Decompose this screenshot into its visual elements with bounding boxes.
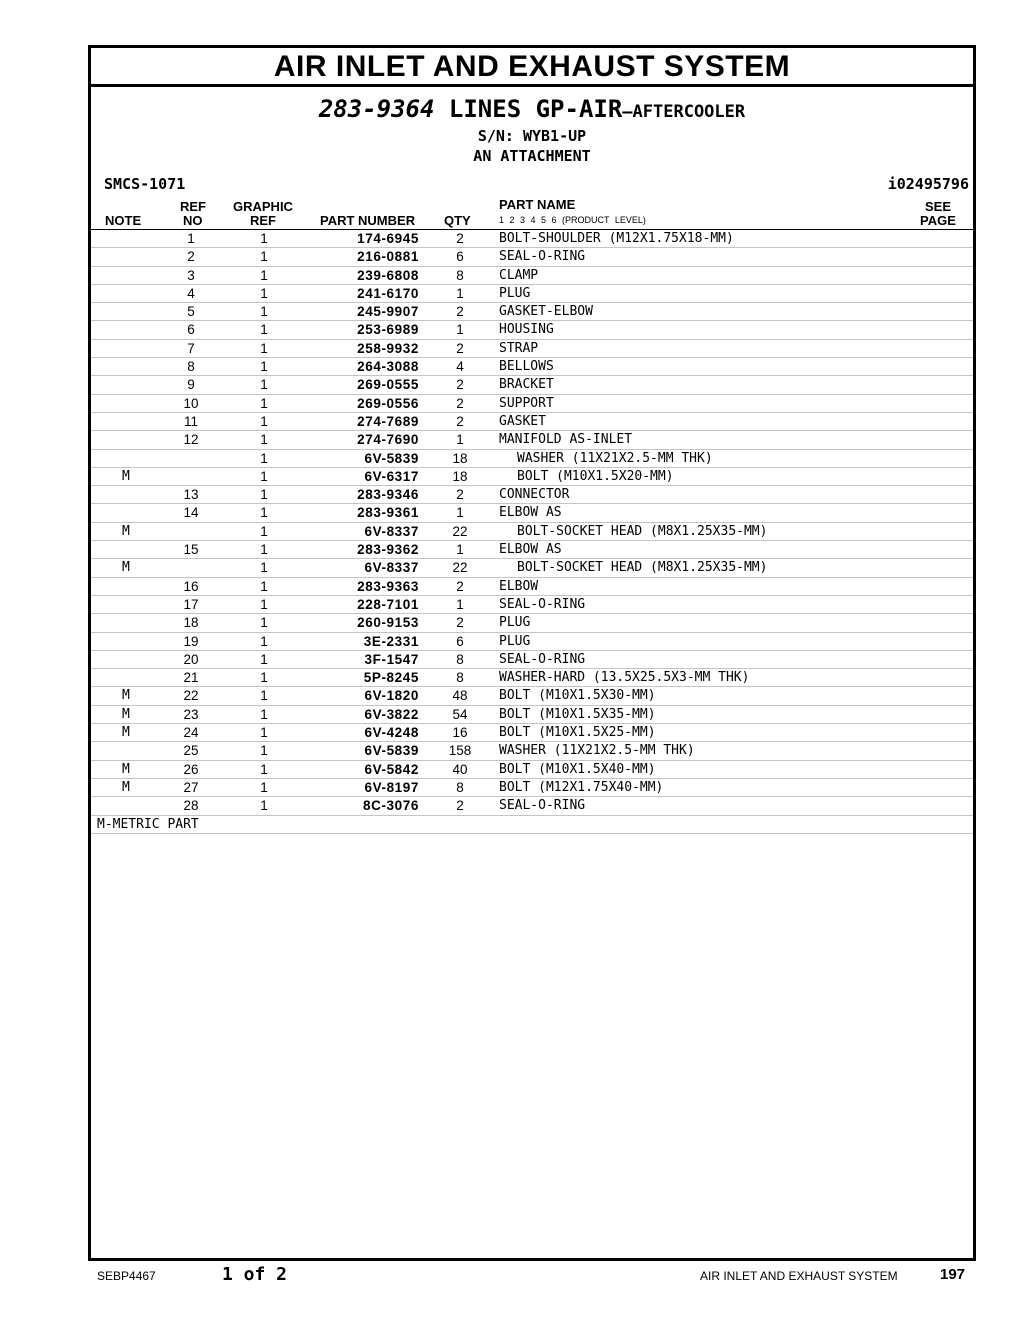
footer-section: AIR INLET AND EXHAUST SYSTEM (700, 1269, 898, 1283)
part-number-cell: 3F-1547 (364, 651, 419, 667)
smcs-code: SMCS-1071 (104, 175, 186, 193)
ref-no-cell: 12 (183, 432, 199, 448)
part-name-cell: BOLT (M10X1.5X40-MM) (499, 761, 656, 777)
qty-cell: 6 (456, 249, 464, 265)
ref-no-cell: 9 (187, 377, 195, 393)
group-number: 283-9364 (318, 95, 435, 123)
footer-page-number: 197 (940, 1266, 966, 1283)
graphic-ref-cell: 1 (260, 688, 268, 704)
qty-cell: 22 (452, 560, 468, 576)
table-row (91, 450, 973, 468)
part-number-cell: 5P-8245 (363, 670, 419, 686)
graphic-ref-cell: 1 (260, 523, 268, 539)
col-see-bottom: PAGE (920, 213, 956, 228)
graphic-ref-cell: 1 (260, 615, 268, 631)
graphic-ref-cell: 1 (260, 468, 268, 484)
qty-cell: 2 (456, 413, 464, 429)
ref-no-cell: 2 (187, 249, 195, 265)
graphic-ref-cell: 1 (260, 779, 268, 795)
col-graphic-top: GRAPHIC (233, 199, 293, 214)
table-row (91, 303, 973, 321)
part-number-cell: 260-9153 (357, 615, 419, 631)
table-row (91, 797, 973, 815)
table-row (91, 578, 973, 596)
note-cell: M (122, 706, 130, 722)
qty-cell: 16 (452, 725, 468, 741)
ref-no-cell: 11 (183, 413, 198, 429)
ref-no-cell: 6 (187, 322, 195, 338)
part-name-cell: SEAL-O-RING (499, 798, 586, 814)
part-number-cell: 264-3088 (357, 359, 419, 375)
table-row (91, 633, 973, 651)
part-number-cell: 283-9363 (357, 578, 419, 594)
graphic-ref-cell: 1 (260, 670, 268, 686)
ref-no-cell: 14 (183, 505, 199, 521)
col-product-levels: 1 2 3 4 5 6 (PRODUCT LEVEL) (499, 215, 646, 225)
qty-cell: 18 (452, 450, 468, 466)
footnote-row (91, 816, 973, 834)
graphic-ref-cell: 1 (260, 231, 268, 246)
qty-cell: 158 (448, 743, 472, 759)
qty-cell: 1 (456, 432, 464, 448)
graphic-ref-cell: 1 (260, 798, 268, 814)
graphic-ref-cell: 1 (260, 285, 268, 301)
table-row (91, 779, 973, 797)
table-row (91, 706, 973, 724)
part-name-cell: PLUG (499, 615, 531, 631)
part-number-cell: 6V-5839 (364, 743, 419, 759)
part-number-cell: 6V-4248 (364, 725, 419, 741)
ref-no-cell: 4 (187, 285, 195, 301)
part-name-cell: CONNECTOR (499, 487, 570, 503)
ref-no-cell: 16 (183, 578, 199, 594)
graphic-ref-cell: 1 (260, 633, 268, 649)
ref-no-cell: 22 (183, 688, 199, 704)
part-name-cell: BOLT-SHOULDER (M12X1.75X18-MM) (499, 231, 734, 246)
part-number-cell: 3E-2331 (363, 633, 419, 649)
page-title: AIR INLET AND EXHAUST SYSTEM (91, 48, 973, 87)
part-number-cell: 269-0556 (357, 395, 419, 411)
ref-no-cell: 18 (183, 615, 199, 631)
table-row (91, 248, 973, 266)
graphic-ref-cell: 1 (260, 725, 268, 741)
qty-cell: 2 (456, 798, 464, 814)
part-name-cell: HOUSING (499, 322, 554, 338)
attachment-label: AN ATTACHMENT (473, 147, 591, 165)
part-name-cell: SEAL-O-RING (499, 651, 586, 667)
qty-cell: 1 (456, 505, 464, 521)
table-row (91, 596, 973, 614)
qty-cell: 2 (456, 231, 464, 246)
table-row (91, 761, 973, 779)
part-name-cell: BOLT-SOCKET HEAD (M8X1.25X35-MM) (517, 560, 768, 576)
table-row (91, 541, 973, 559)
part-name-cell: BOLT (M10X1.5X20-MM) (517, 468, 674, 484)
part-name-cell: ELBOW (499, 578, 539, 594)
part-name-cell: BOLT-SOCKET HEAD (M8X1.25X35-MM) (517, 523, 768, 539)
part-number-cell: 6V-6317 (364, 468, 419, 484)
qty-cell: 2 (456, 304, 464, 320)
part-number-cell: 274-7690 (357, 432, 419, 448)
part-name-cell: WASHER-HARD (13.5X25.5X3-MM THK) (499, 670, 750, 686)
table-row (91, 376, 973, 394)
table-row (91, 395, 973, 413)
part-number-cell: 216-0881 (357, 249, 419, 265)
ref-no-cell: 5 (187, 304, 195, 320)
part-number-cell: 6V-3822 (364, 706, 419, 722)
group-heading (91, 95, 973, 126)
part-number-cell: 245-9907 (357, 304, 419, 320)
graphic-ref-cell: 1 (260, 761, 268, 777)
graphic-ref-cell: 1 (260, 413, 268, 429)
table-row (91, 669, 973, 687)
part-name-cell: WASHER (11X21X2.5-MM THK) (499, 743, 695, 759)
ref-no-cell: 23 (183, 706, 199, 722)
part-number-cell: 6V-8337 (364, 560, 419, 576)
table-row (91, 358, 973, 376)
graphic-ref-cell: 1 (260, 322, 268, 338)
part-name-cell: BOLT (M10X1.5X35-MM) (499, 706, 656, 722)
smcs-row (91, 175, 973, 195)
qty-cell: 48 (452, 688, 468, 704)
col-part-number: PART NUMBER (320, 213, 416, 228)
ref-no-cell: 13 (183, 487, 199, 503)
table-row (91, 340, 973, 358)
qty-cell: 1 (456, 596, 464, 612)
ref-no-cell: 20 (183, 651, 199, 667)
graphic-ref-cell: 1 (260, 359, 268, 375)
note-cell: M (122, 523, 130, 539)
note-cell: M (122, 688, 130, 704)
part-number-cell: 8C-3076 (363, 798, 419, 814)
qty-cell: 2 (456, 377, 464, 393)
part-name-cell: GASKET-ELBOW (499, 304, 593, 320)
part-number-cell: 239-6808 (357, 267, 419, 283)
ref-no-cell: 19 (183, 633, 199, 649)
graphic-ref-cell: 1 (260, 578, 268, 594)
col-graphic-bottom: REF (250, 213, 276, 228)
graphic-ref-cell: 1 (260, 560, 268, 576)
graphic-ref-cell: 1 (260, 432, 268, 448)
part-name-cell: BRACKET (499, 377, 554, 393)
ref-no-cell: 25 (183, 743, 199, 759)
table-row (91, 614, 973, 632)
qty-cell: 22 (452, 523, 468, 539)
part-name-cell: ELBOW AS (499, 542, 562, 558)
ref-no-cell: 1 (187, 231, 195, 246)
part-number-cell: 6V-8197 (364, 779, 419, 795)
table-row (91, 321, 973, 339)
graphic-ref-cell: 1 (260, 249, 268, 265)
graphic-ref-cell: 1 (260, 706, 268, 722)
table-row (91, 468, 973, 486)
parts-table-header (91, 195, 973, 229)
document-id: i02495796 (887, 175, 969, 193)
qty-cell: 2 (456, 578, 464, 594)
note-cell: M (122, 560, 130, 576)
part-name-cell: STRAP (499, 340, 539, 356)
note-cell: M (122, 468, 130, 484)
table-row (91, 504, 973, 522)
graphic-ref-cell: 1 (260, 542, 268, 558)
serial-number: S/N: WYB1-UP (477, 127, 587, 145)
part-name-cell: SEAL-O-RING (499, 249, 586, 265)
qty-cell: 6 (456, 633, 464, 649)
graphic-ref-cell: 1 (260, 596, 268, 612)
ref-no-cell: 8 (187, 359, 195, 375)
qty-cell: 1 (456, 322, 464, 338)
col-see-top: SEE (925, 199, 952, 214)
table-row (91, 742, 973, 760)
qty-cell: 1 (456, 542, 464, 558)
ref-no-cell: 15 (183, 542, 199, 558)
col-part-name: PART NAME (499, 197, 576, 212)
table-row (91, 267, 973, 285)
part-name-cell: WASHER (11X21X2.5-MM THK) (517, 450, 713, 466)
qty-cell: 2 (456, 340, 464, 356)
qty-cell: 8 (456, 651, 464, 667)
parts-page-frame (88, 45, 976, 1261)
table-row (91, 413, 973, 431)
part-name-cell: SEAL-O-RING (499, 596, 586, 612)
part-number-cell: 228-7101 (357, 596, 419, 612)
graphic-ref-cell: 1 (260, 487, 268, 503)
graphic-ref-cell: 1 (260, 340, 268, 356)
graphic-ref-cell: 1 (260, 450, 268, 466)
col-ref-bottom: NO (183, 213, 203, 228)
part-name-cell: BOLT (M12X1.75X40-MM) (499, 779, 664, 795)
qty-cell: 8 (456, 779, 464, 795)
part-name-cell: BOLT (M10X1.5X25-MM) (499, 725, 656, 741)
part-number-cell: 6V-1820 (364, 688, 419, 704)
part-name-cell: SUPPORT (499, 395, 554, 411)
col-ref-top: REF (180, 199, 206, 214)
ref-no-cell: 7 (187, 340, 195, 356)
footer-page-of: 1 of 2 (222, 1264, 288, 1285)
qty-cell: 40 (452, 761, 468, 777)
part-name-cell: PLUG (499, 285, 531, 301)
ref-no-cell: 10 (183, 395, 199, 411)
part-number-cell: 283-9346 (357, 487, 419, 503)
part-number-cell: 6V-5842 (364, 761, 419, 777)
part-name-cell: ELBOW AS (499, 505, 562, 521)
part-number-cell: 283-9361 (357, 505, 419, 521)
table-row (91, 687, 973, 705)
qty-cell: 54 (452, 706, 468, 722)
table-row (91, 724, 973, 742)
footer-doc-number: SEBP4467 (97, 1269, 156, 1283)
table-row (91, 523, 973, 541)
ref-no-cell: 17 (183, 596, 199, 612)
ref-no-cell: 27 (183, 779, 199, 795)
table-row (91, 651, 973, 669)
graphic-ref-cell: 1 (260, 743, 268, 759)
note-cell: M (122, 725, 130, 741)
table-row (91, 431, 973, 449)
graphic-ref-cell: 1 (260, 377, 268, 393)
col-note: NOTE (105, 213, 142, 228)
ref-no-cell: 28 (183, 798, 199, 814)
ref-no-cell: 26 (183, 761, 199, 777)
part-number-cell: 6V-8337 (364, 523, 419, 539)
parts-table-body (91, 229, 973, 834)
table-row (91, 230, 973, 248)
graphic-ref-cell: 1 (260, 395, 268, 411)
qty-cell: 8 (456, 670, 464, 686)
part-number-cell: 6V-5839 (364, 450, 419, 466)
qty-cell: 18 (452, 468, 468, 484)
part-name-cell: CLAMP (499, 267, 539, 283)
part-number-cell: 283-9362 (357, 542, 419, 558)
part-number-cell: 269-0555 (357, 377, 419, 393)
qty-cell: 2 (456, 395, 464, 411)
metric-footnote: M-METRIC PART (97, 816, 199, 832)
table-row (91, 486, 973, 504)
part-number-cell: 258-9932 (357, 340, 419, 356)
part-number-cell: 174-6945 (357, 231, 419, 246)
table-row (91, 285, 973, 303)
graphic-ref-cell: 1 (260, 304, 268, 320)
table-row (91, 559, 973, 577)
part-name-cell: BOLT (M10X1.5X30-MM) (499, 688, 656, 704)
note-cell: M (122, 761, 130, 777)
graphic-ref-cell: 1 (260, 505, 268, 521)
ref-no-cell: 24 (183, 725, 199, 741)
qty-cell: 2 (456, 615, 464, 631)
page-footer (0, 1263, 1020, 1287)
qty-cell: 4 (456, 359, 464, 375)
group-suffix: —AFTERCOOLER (622, 102, 746, 122)
qty-cell: 8 (456, 267, 464, 283)
qty-cell: 2 (456, 487, 464, 503)
part-name-cell: GASKET (499, 413, 546, 429)
part-number-cell: 274-7689 (357, 413, 419, 429)
graphic-ref-cell: 1 (260, 267, 268, 283)
part-name-cell: BELLOWS (499, 359, 554, 375)
part-number-cell: 241-6170 (357, 285, 419, 301)
part-name-cell: MANIFOLD AS-INLET (499, 432, 633, 448)
col-qty: QTY (444, 213, 471, 228)
ref-no-cell: 21 (183, 670, 199, 686)
note-cell: M (122, 779, 130, 795)
part-name-cell: PLUG (499, 633, 531, 649)
qty-cell: 1 (456, 285, 464, 301)
ref-no-cell: 3 (187, 267, 195, 283)
graphic-ref-cell: 1 (260, 651, 268, 667)
group-name: LINES GP-AIR (448, 95, 623, 123)
part-number-cell: 253-6989 (357, 322, 419, 338)
